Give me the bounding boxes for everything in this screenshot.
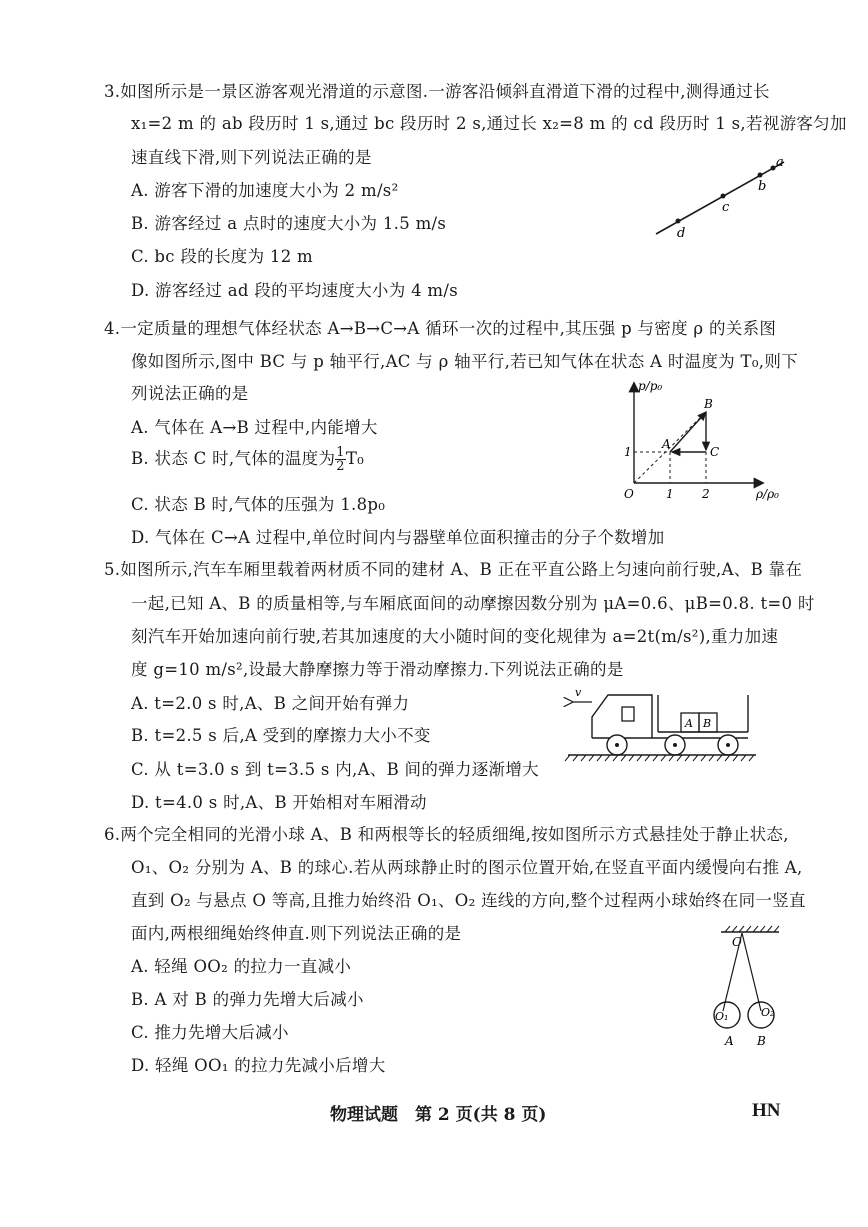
point-a <box>771 166 776 171</box>
velocity-label: v <box>575 686 582 699</box>
q5-option-d: D. t=4.0 s 时,A、B 开始相对车厢滑动 <box>131 793 427 812</box>
wheel-middle-hub <box>673 743 677 747</box>
q4-option-b-text: B. 状态 C 时,气体的温度为 <box>131 449 336 468</box>
ceiling-hatching <box>725 926 779 932</box>
q5-option-c: C. 从 t=3.0 s 到 t=3.5 s 内,A、B 间的弹力逐渐增大 <box>131 760 539 779</box>
wheel-rear-hub <box>726 743 730 747</box>
q6-stem-line4: 面内,两根细绳始终伸直.则下列说法正确的是 <box>131 924 462 943</box>
slide-line <box>656 162 784 234</box>
q4-p-rho-graph <box>612 378 782 503</box>
q5-stem-line2: 一起,已知 A、B 的质量相等,与车厢底面间的动摩擦因数分别为 μA=0.6、μB=0.8. t=0 时 <box>131 594 815 613</box>
q5-stem-line4: 度 g=10 m/s²,设最大静摩擦力等于滑动摩擦力.下列说法正确的是 <box>131 660 624 679</box>
ball-b-label: B <box>757 1034 766 1048</box>
point-d <box>676 219 681 224</box>
q4-stem-line1: 4.一定质量的理想气体经状态 A→B→C→A 循环一次的过程中,其压强 p 与密度 ρ 的关系图 <box>104 319 777 338</box>
label-a: a <box>776 155 784 170</box>
q3-option-d: D. 游客经过 ad 段的平均速度大小为 4 m/s <box>131 281 458 300</box>
point-b-label: B <box>704 397 713 411</box>
x-tick-2: 2 <box>702 487 710 501</box>
cab-window <box>622 707 634 721</box>
fraction-half: $\frac{1}{2}$ <box>336 445 345 474</box>
q4-option-c: C. 状态 B 时,气体的压强为 1.8p₀ <box>131 495 386 514</box>
point-c-label: C <box>710 445 720 459</box>
page-footer-code: HN <box>752 1100 781 1121</box>
q6-option-a: A. 轻绳 OO₂ 的拉力一直减小 <box>131 957 352 976</box>
pivot-label: O <box>732 935 742 949</box>
page-footer-title: 物理试题 第 2 页(共 8 页) <box>330 1105 547 1125</box>
q4-stem-line2: 像如图所示,图中 BC 与 p 轴平行,AC 与 ρ 轴平行,若已知气体在状态 A 时温度为 T₀,则下 <box>131 352 798 371</box>
q3-stem-line1: 3.如图所示是一景区游客观光滑道的示意图.一游客沿倾斜直滑道下滑的过程中,测得通过长 <box>104 82 770 101</box>
q6-pendulum-figure <box>705 922 795 1052</box>
x-tick-1: 1 <box>666 487 674 501</box>
q3-option-b: B. 游客经过 a 点时的速度大小为 1.5 m/s <box>131 214 447 233</box>
q5-option-a: A. t=2.0 s 时,A、B 之间开始有弹力 <box>131 694 410 713</box>
q3-slide-figure <box>650 150 790 245</box>
process-a-to-b <box>670 412 706 452</box>
q6-stem-line1: 6.两个完全相同的光滑小球 A、B 和两根等长的轻质细绳,按如图所示方式悬挂处于静止状态, <box>104 825 789 844</box>
q5-stem-line1: 5.如图所示,汽车车厢里载着两材质不同的建材 A、B 正在平直公路上匀速向前行驶,A、B 靠在 <box>104 560 803 579</box>
q4-option-d: D. 气体在 C→A 过程中,单位时间内与器壁单位面积撞击的分子个数增加 <box>131 528 665 547</box>
block-b-label: B <box>703 717 712 730</box>
y-axis-label: p/p₀ <box>638 379 663 393</box>
label-d: d <box>677 226 686 241</box>
q3-option-c: C. bc 段的长度为 12 m <box>131 247 314 266</box>
y-tick-1: 1 <box>624 445 632 459</box>
q3-stem-line3: 速直线下滑,则下列说法正确的是 <box>131 148 372 167</box>
q6-option-c: C. 推力先增大后减小 <box>131 1023 289 1042</box>
ground-hatching <box>565 755 754 761</box>
q6-option-d: D. 轻绳 OO₁ 的拉力先减小后增大 <box>131 1056 386 1075</box>
q4-option-a: A. 气体在 A→B 过程中,内能增大 <box>131 418 378 437</box>
q5-stem-line3: 刻汽车开始加速向前行驶,若其加速度的大小随时间的变化规律为 a=2t(m/s²),重力加速 <box>131 627 779 646</box>
center-o1-label: O₁ <box>715 1010 729 1023</box>
origin-label: O <box>624 487 634 501</box>
q6-stem-line3: 直到 O₂ 与悬点 O 等高,且推力始终沿 O₁、O₂ 连线的方向,整个过程两小球始终在同一竖直 <box>131 891 806 910</box>
q4-option-b: B. 状态 C 时,气体的温度为 $\frac{1}{2}$ T₀ <box>131 445 365 474</box>
q6-stem-line2: O₁、O₂ 分别为 A、B 的球心.若从两球静止时的图示位置开始,在竖直平面内缓慢向右推 A, <box>131 858 803 877</box>
x-axis-label: ρ/ρ₀ <box>756 487 779 501</box>
q3-option-a: A. 游客下滑的加速度大小为 2 m/s² <box>131 181 399 200</box>
q6-option-b: B. A 对 B 的弹力先增大后减小 <box>131 990 364 1009</box>
ball-a-label: A <box>725 1034 734 1048</box>
point-c <box>721 194 726 199</box>
label-b: b <box>758 179 767 194</box>
block-a-label: A <box>685 717 693 730</box>
wheel-front-hub <box>615 743 619 747</box>
center-o2-label: O₂ <box>761 1006 775 1019</box>
point-b <box>758 173 763 178</box>
string-oo2 <box>742 933 761 1011</box>
q5-truck-figure <box>560 685 760 765</box>
q4-stem-line3: 列说法正确的是 <box>131 384 249 403</box>
label-c: c <box>722 200 730 215</box>
point-a-label: A <box>662 437 671 451</box>
q3-stem-line2: x₁=2 m 的 ab 段历时 1 s,通过 bc 段历时 2 s,通过长 x₂=8 m 的 cd 段历时 1 s,若视游客匀加 <box>131 114 847 133</box>
q5-option-b: B. t=2.5 s 后,A 受到的摩擦力大小不变 <box>131 726 431 745</box>
